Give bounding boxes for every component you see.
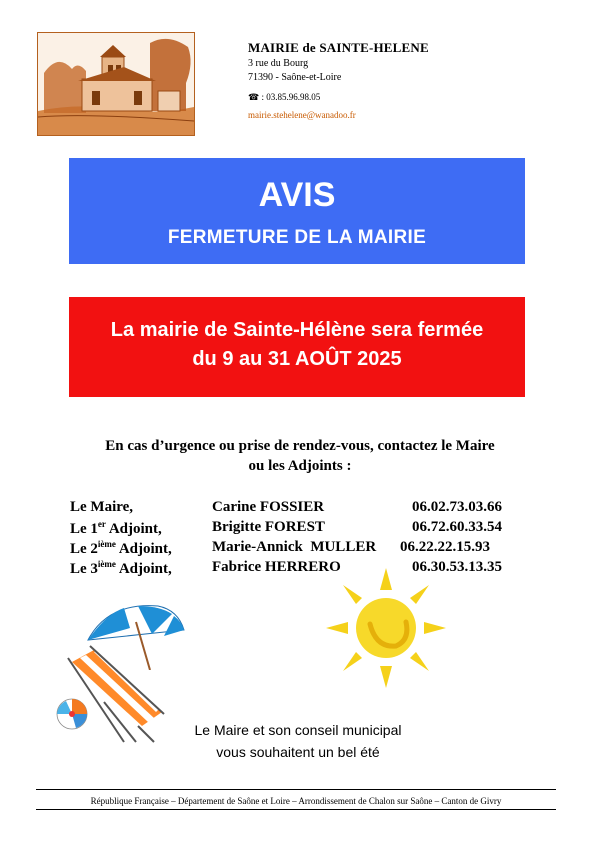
closing-line-1: Le Maire et son conseil municipal [194, 722, 402, 738]
email-link[interactable]: mairie.stehelene@wanadoo.fr [248, 110, 356, 120]
contact-row [70, 499, 530, 519]
contact-phone: 06.72.60.33.54 [412, 519, 502, 535]
address-line-1: 3 rue du Bourg [248, 58, 309, 69]
contact-row [70, 539, 530, 559]
church-illustration [37, 32, 195, 136]
contact-role: Le 2ième Adjoint, [70, 539, 172, 557]
contact-phone: 06.22.22.15.93 [400, 539, 490, 555]
closure-line-2: du 9 au 31 AOÛT 2025 [192, 348, 402, 370]
closing-line-2: vous souhaitent un bel été [216, 744, 380, 760]
contact-role: Le Maire, [70, 499, 134, 515]
contact-phone: 06.30.53.13.35 [412, 559, 502, 575]
footer-text: République Française – Département de Saône et Loire – Arrondissement de Chalon sur Saône – Canton de Givry [90, 796, 502, 806]
beach-ball-icon [54, 697, 90, 731]
closure-line-1: La mairie de Sainte-Hélène sera fermée [110, 319, 484, 341]
footer-rule-bottom [36, 809, 556, 810]
closure-banner [69, 297, 525, 397]
address-line-2: 71390 - Saône-et-Loire [248, 72, 342, 83]
contact-phone: 06.02.73.03.66 [412, 499, 502, 515]
notice-subtitle: FERMETURE DE LA MAIRIE [167, 227, 427, 248]
contact-row [70, 559, 530, 579]
contact-name: Fabrice HERRERO [212, 559, 341, 575]
contact-name: Brigitte FOREST [212, 519, 325, 535]
contact-name: Carine FOSSIER [212, 499, 325, 515]
footer-rule-top [36, 789, 556, 790]
phone-number: ☎ : 03.85.96.98.05 [248, 92, 321, 102]
notice-banner [69, 158, 525, 264]
urgency-line-1: En cas d’urgence ou prise de rendez-vous, contactez le Maire [105, 438, 495, 454]
contact-name: Marie-Annick MULLER [212, 539, 377, 555]
contact-row [70, 519, 530, 539]
contact-role: Le 3ième Adjoint, [70, 559, 172, 577]
urgency-line-2: ou les Adjoints : [248, 458, 352, 474]
sun-icon [326, 568, 446, 688]
mairie-title: MAIRIE de SAINTE-HELENE [248, 40, 429, 55]
notice-title: AVIS [258, 176, 336, 214]
contact-role: Le 1er Adjoint, [70, 519, 162, 537]
